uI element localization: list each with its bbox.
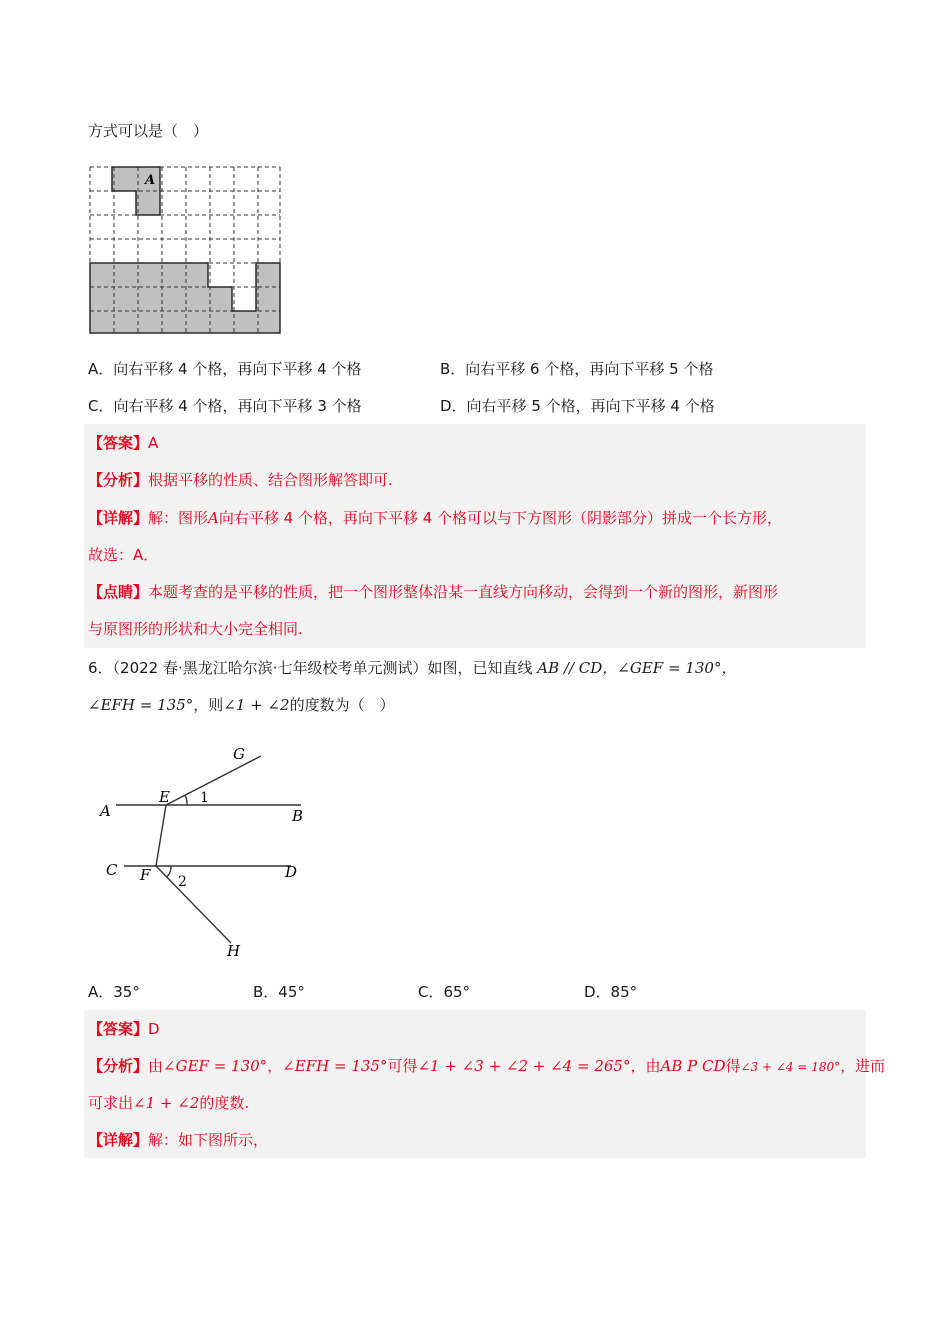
q6-option-a[interactable]: A．35° xyxy=(88,983,140,1001)
translation-grid-figure xyxy=(88,163,288,335)
q5-detail-line2: 故选：A． xyxy=(88,546,159,564)
q6-detail-label: 【详解】 xyxy=(88,1131,149,1149)
q6-analysis-line2-b: 的度数. xyxy=(199,1094,250,1112)
q6-analysis-label: 【分析】 xyxy=(88,1057,149,1075)
q6-stem-text-b: ，则 xyxy=(193,696,224,714)
q5-option-c[interactable]: C．向右平移 4 个格，再向下平移 3 个格 xyxy=(88,397,362,415)
q6-option-c[interactable]: C．65° xyxy=(418,983,471,1001)
q5-comment-line1: 本题考查的是平移的性质，把一个图形整体沿某一直线方向移动，会得到一个新的图形，新图形 xyxy=(148,583,779,601)
q5-comment-line2: 与原图形的形状和大小完全相同. xyxy=(88,620,303,638)
segment-fh xyxy=(156,866,231,943)
q6-option-d[interactable]: D．85° xyxy=(584,983,638,1001)
q6-stem-line1 xyxy=(88,657,736,679)
q5-answer xyxy=(88,432,158,454)
angle-1-arc xyxy=(185,795,187,805)
label-e: E xyxy=(159,788,170,806)
label-g: G xyxy=(233,745,245,763)
segment-ef xyxy=(156,805,166,866)
q5-analysis xyxy=(88,469,393,491)
grid-label-a: A xyxy=(145,173,156,188)
q5-detail-label: 【详解】 xyxy=(88,509,149,527)
q6-answer-value: D xyxy=(148,1020,160,1038)
q6-analysis-m5: ∠3 + ∠4 = 180° xyxy=(740,1060,841,1074)
q5-stem-tail: 方式可以是（ ） xyxy=(88,122,209,140)
q5-analysis-label: 【分析】 xyxy=(88,471,149,489)
q5-option-b[interactable]: B．向右平移 6 个格，再向下平移 5 个格 xyxy=(440,360,714,378)
q5-option-a[interactable]: A．向右平移 4 个格，再向下平移 4 个格 xyxy=(88,360,362,378)
label-f: F xyxy=(140,866,151,884)
parallel-lines-figure xyxy=(96,738,336,968)
label-angle-1: 1 xyxy=(200,790,209,806)
q5-analysis-text: 根据平移的性质、结合图形解答即可. xyxy=(148,471,393,489)
q5-answer-value: A xyxy=(148,434,159,452)
q6-analysis-c: 可得 xyxy=(387,1057,418,1075)
q6-stem-text-a: 6．（2022 春·黑龙江哈尔滨·七年级校考单元测试）如图，已知直线 xyxy=(88,659,538,677)
q6-stem-text-c: 的度数为（ ） xyxy=(289,696,395,714)
q6-analysis-a: 由 xyxy=(148,1057,164,1075)
segment-eg xyxy=(166,756,261,805)
q6-analysis xyxy=(88,1055,885,1078)
q5-option-d[interactable]: D．向右平移 5 个格，再向下平移 4 个格 xyxy=(440,397,715,415)
q6-stem-line2 xyxy=(88,694,395,716)
q6-stem-math3: ∠1 + ∠2 xyxy=(223,696,290,714)
q5-answer-label: 【答案】 xyxy=(88,434,149,452)
q6-analysis-line2-a: 可求出 xyxy=(88,1094,134,1112)
q6-option-b[interactable]: B．45° xyxy=(253,983,305,1001)
q6-answer-label: 【答案】 xyxy=(88,1020,149,1038)
q6-stem-math1: AB // CD，∠GEF = 130°， xyxy=(537,659,737,677)
q6-analysis-line2-m: ∠1 + ∠2 xyxy=(133,1094,200,1112)
q6-detail-text: 解：如下图所示， xyxy=(148,1131,269,1149)
label-a: A xyxy=(100,802,111,820)
q6-analysis-d: ，由 xyxy=(630,1057,661,1075)
label-angle-2: 2 xyxy=(178,874,187,890)
label-c: C xyxy=(106,861,118,879)
q6-analysis-m4: AB P CD xyxy=(660,1057,726,1075)
label-h: H xyxy=(227,942,241,960)
q6-answer xyxy=(88,1018,160,1040)
label-d: D xyxy=(285,863,298,881)
q6-analysis-m1: ∠GEF = 130° xyxy=(163,1057,268,1075)
q5-detail-text-1: 解：图形 xyxy=(148,509,209,527)
bottom-shape xyxy=(90,263,280,333)
angle-2-arc xyxy=(167,866,171,877)
q5-comment-label: 【点睛】 xyxy=(88,583,149,601)
q5-detail-var: A xyxy=(208,509,219,527)
q6-stem-math2: ∠EFH = 135° xyxy=(88,696,194,714)
q6-analysis-b: ， xyxy=(267,1057,283,1075)
q6-analysis-m3: ∠1 + ∠3 + ∠2 + ∠4 = 265° xyxy=(417,1057,631,1075)
q6-analysis-m2: ∠EFH = 135° xyxy=(282,1057,388,1075)
q6-analysis-line2 xyxy=(88,1092,249,1114)
q5-answer-box xyxy=(84,424,866,648)
q5-comment xyxy=(88,581,778,603)
q6-analysis-f: ，进而 xyxy=(840,1057,886,1075)
label-b: B xyxy=(292,807,304,825)
q6-detail xyxy=(88,1129,268,1151)
q5-detail xyxy=(88,507,782,529)
q5-detail-text-2: 向右平移 4 个格，再向下平移 4 个格可以与下方图形（阴影部分）拼成一个长方形， xyxy=(218,509,783,527)
q6-analysis-e: 得 xyxy=(725,1057,741,1075)
